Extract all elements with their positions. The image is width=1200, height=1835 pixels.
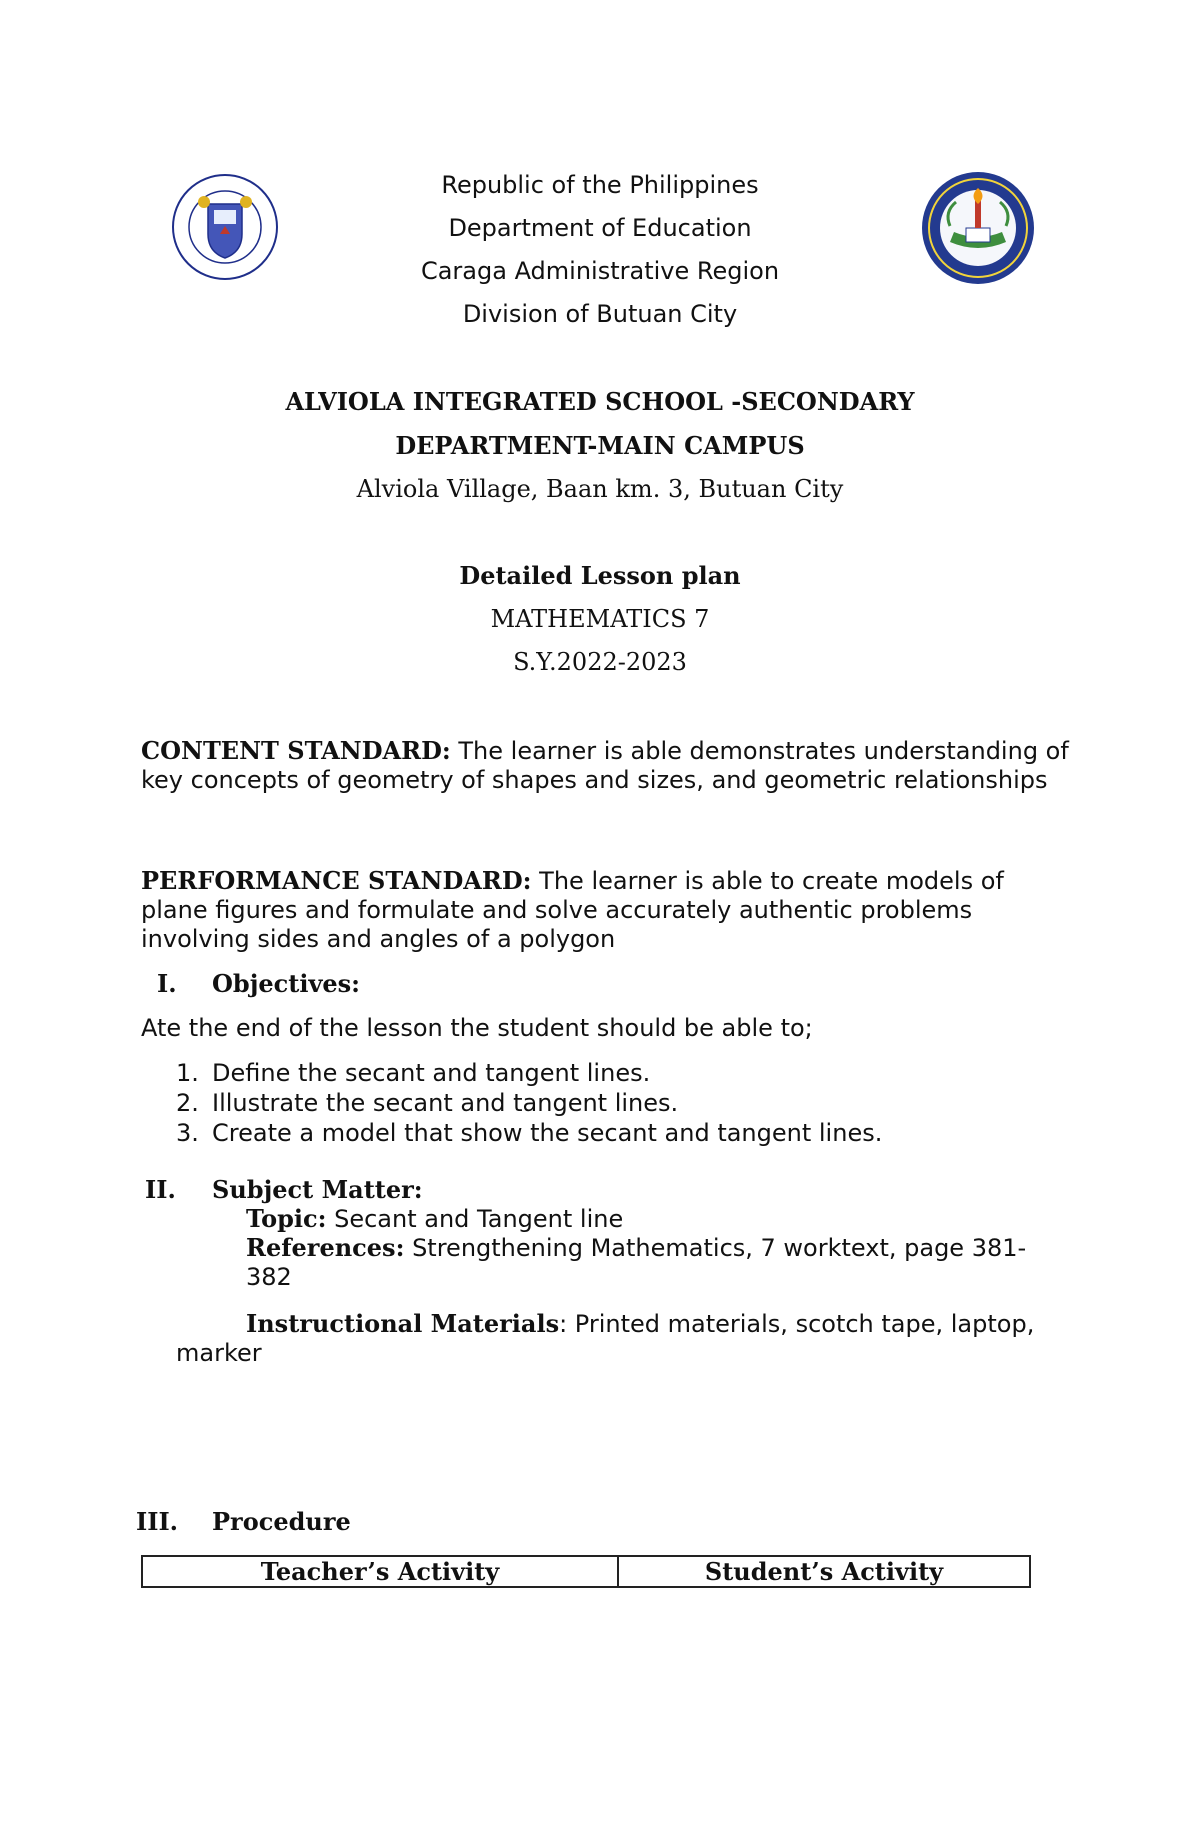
objective-2-text: Illustrate the secant and tangent lines. [212, 1089, 679, 1117]
topic-label: Topic: [246, 1204, 327, 1233]
topic-value: Secant and Tangent line [326, 1205, 624, 1233]
content-standard-text: The learner is able demonstrates understanding of key concepts of geometry of shapes and sizes, and geometric relationships [141, 737, 1069, 794]
topic-line [246, 1204, 1036, 1234]
procedure-table [141, 1555, 1031, 1588]
objective-3-number: 3. [176, 1119, 199, 1147]
objective-1-number: 1. [176, 1059, 199, 1087]
content-standard [141, 736, 1071, 795]
materials-line [176, 1309, 1036, 1368]
subject-matter-heading: Subject Matter: [212, 1175, 423, 1204]
objective-3-text: Create a model that show the secant and tangent lines. [212, 1119, 883, 1147]
plan-school-year: S.Y.2022-2023 [513, 648, 687, 676]
header-division: Division of Butuan City [462, 300, 738, 328]
performance-standard [141, 866, 1071, 954]
teacher-activity-header: Teacher’s Activity [142, 1556, 618, 1587]
performance-standard-text: The learner is able to create models of plane figures and formulate and solve accurately authentic problems involving sides and angles of a polygon [141, 867, 1004, 953]
school-address: Alviola Village, Baan km. 3, Butuan City [356, 475, 844, 503]
student-activity-header: Student’s Activity [618, 1556, 1030, 1587]
header-region: Caraga Administrative Region [420, 257, 780, 285]
objective-1-text: Define the secant and tangent lines. [212, 1059, 651, 1087]
content-standard-label: CONTENT STANDARD: [141, 736, 451, 765]
materials-value: : Printed materials, scotch tape, laptop, marker [176, 1310, 1035, 1367]
procedure-numeral: III. [136, 1507, 179, 1536]
header-department: Department of Education [448, 214, 752, 242]
objective-2-number: 2. [176, 1089, 199, 1117]
table-header-row [142, 1556, 1030, 1587]
procedure-heading: Procedure [212, 1507, 351, 1536]
school-name-line2: DEPARTMENT-MAIN CAMPUS [395, 431, 805, 460]
school-name-line1: ALVIOLA INTEGRATED SCHOOL -SECONDARY [285, 387, 915, 416]
objectives-intro: Ate the end of the lesson the student should be able to; [141, 1014, 813, 1042]
subject-matter-numeral: II. [145, 1175, 176, 1204]
header-republic: Republic of the Philippines [441, 171, 759, 199]
plan-subject: MATHEMATICS 7 [490, 605, 710, 633]
references-label: References: [246, 1233, 405, 1262]
plan-title: Detailed Lesson plan [459, 561, 741, 590]
references-value: Strengthening Mathematics, 7 worktext, page 381-382 [246, 1234, 1027, 1291]
objectives-heading: Objectives: [212, 969, 361, 998]
materials-label: Instructional Materials [246, 1309, 560, 1338]
objectives-numeral: I. [157, 969, 177, 998]
references-line [246, 1233, 1036, 1292]
performance-standard-label: PERFORMANCE STANDARD: [141, 866, 532, 895]
